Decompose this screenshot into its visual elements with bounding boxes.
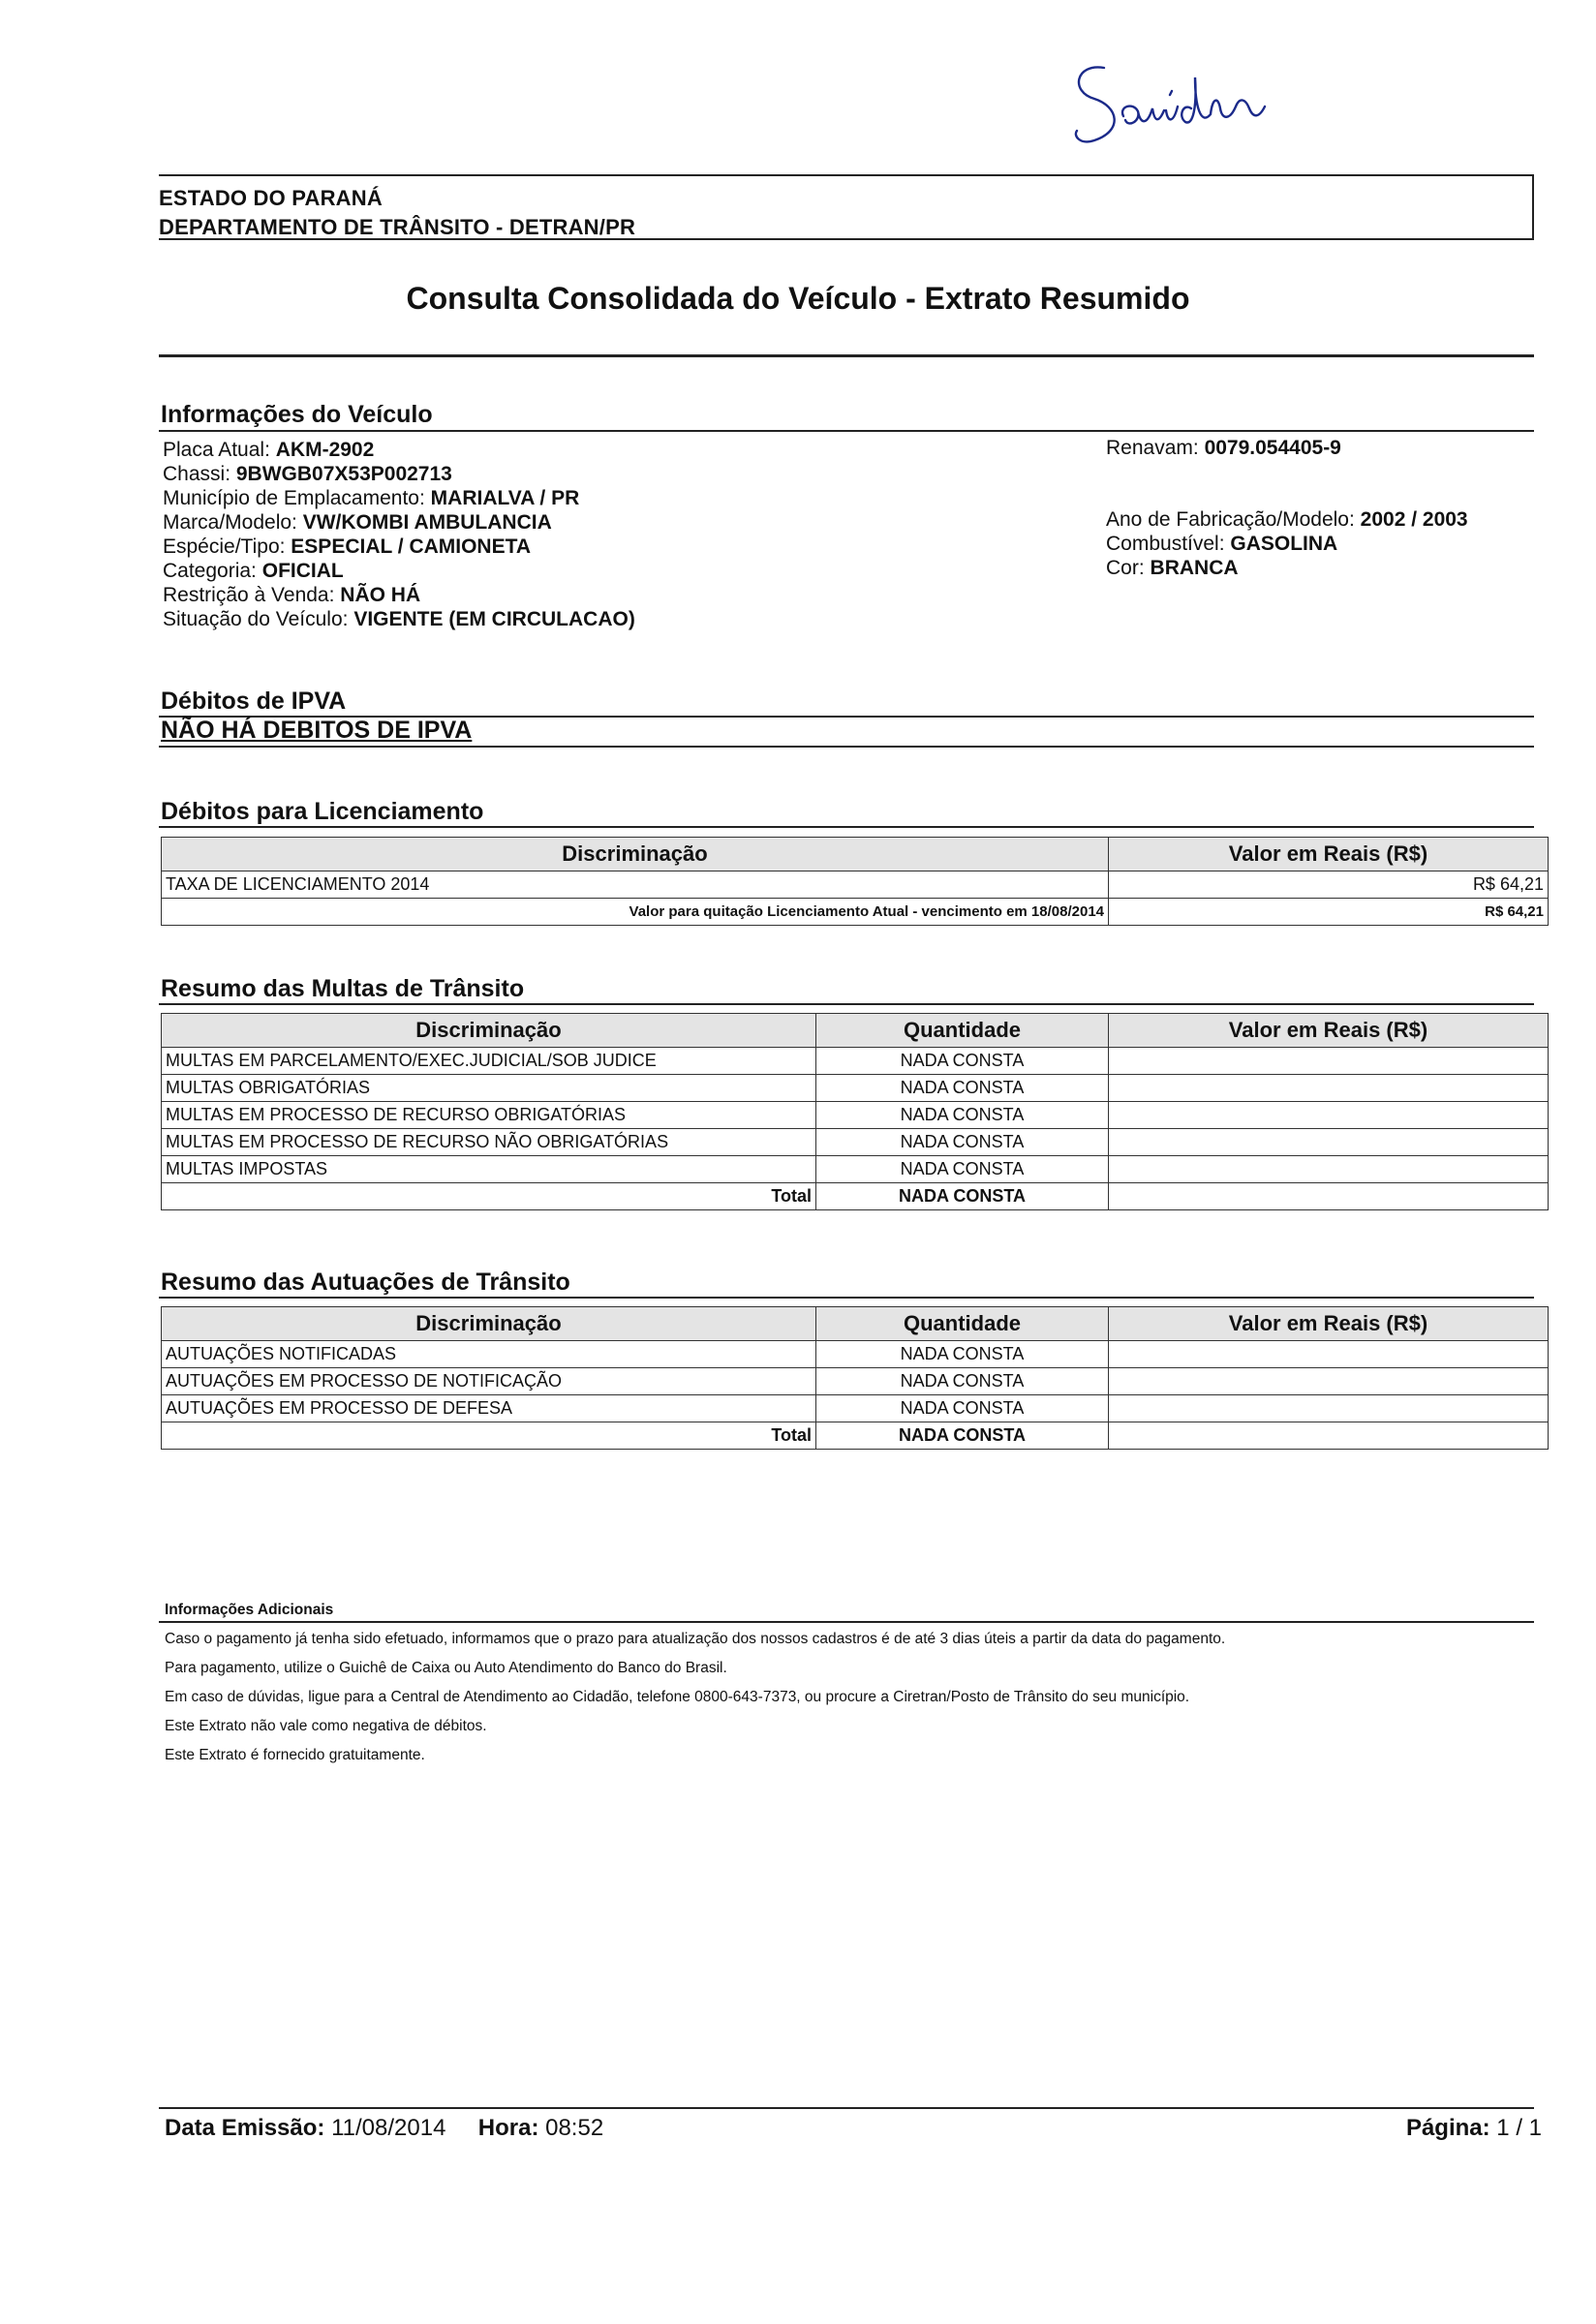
section-title-autuacoes: Resumo das Autuações de Trânsito	[161, 1269, 570, 1296]
table-row	[162, 872, 1549, 899]
emission-time-value: 08:52	[545, 2115, 604, 2141]
footer-page	[1406, 2115, 1542, 2142]
vehicle-info-right	[1106, 507, 1468, 580]
row-qty: NADA CONSTA	[816, 1129, 1109, 1156]
table-header-row	[162, 838, 1549, 872]
multas-table	[161, 1013, 1549, 1210]
total-value	[1109, 1183, 1549, 1210]
row-label: AUTUAÇÕES EM PROCESSO DE NOTIFICAÇÃO	[162, 1368, 816, 1395]
col-valor: Valor em Reais (R$)	[1109, 1307, 1549, 1341]
row-label: AUTUAÇÕES EM PROCESSO DE DEFESA	[162, 1395, 816, 1422]
row-qty: NADA CONSTA	[816, 1341, 1109, 1368]
ipva-status: NÃO HÁ DEBITOS DE IPVA	[161, 717, 473, 744]
table-total-row	[162, 899, 1549, 926]
licenciamento-table	[161, 837, 1549, 926]
vehicle-divider	[159, 430, 1534, 432]
row-label: MULTAS OBRIGATÓRIAS	[162, 1075, 816, 1102]
footer-emission	[165, 2115, 603, 2142]
ipva-divider-bottom	[159, 746, 1534, 748]
row-qty: NADA CONSTA	[816, 1075, 1109, 1102]
vehicle-make-model: Marca/Modelo: VW/KOMBI AMBULANCIA	[163, 511, 552, 534]
row-label: MULTAS IMPOSTAS	[162, 1156, 816, 1183]
vehicle-sale-restriction: Restrição à Venda: NÃO HÁ	[163, 584, 421, 606]
total-label: Total	[162, 1183, 816, 1210]
table-header-row	[162, 1307, 1549, 1341]
total-qty: NADA CONSTA	[816, 1422, 1109, 1450]
col-quantidade: Quantidade	[816, 1014, 1109, 1048]
vehicle-info-left	[163, 438, 635, 631]
table-header-row	[162, 1014, 1549, 1048]
vehicle-year: Ano de Fabricação/Modelo: 2002 / 2003	[1106, 508, 1468, 531]
emission-date-label: Data Emissão:	[165, 2115, 325, 2141]
col-valor: Valor em Reais (R$)	[1109, 838, 1549, 872]
col-quantidade: Quantidade	[816, 1307, 1109, 1341]
header-state: ESTADO DO PARANÁ	[159, 186, 383, 210]
vehicle-species-type: Espécie/Tipo: ESPECIAL / CAMIONETA	[163, 535, 532, 558]
row-value	[1109, 1102, 1549, 1129]
handwritten-signature	[1065, 39, 1298, 155]
vehicle-municipality: Município de Emplacamento: MARIALVA / PR	[163, 487, 580, 509]
row-value	[1109, 1075, 1549, 1102]
additional-line: Caso o pagamento já tenha sido efetuado, informamos que o prazo para atualização dos nossos cadastros é de até 3 dias úteis a partir da data do pagamento.	[165, 1631, 1226, 1647]
vehicle-renavam: Renavam: 0079.054405-9	[1106, 437, 1341, 459]
autuacoes-divider	[159, 1297, 1534, 1299]
row-value	[1109, 1156, 1549, 1183]
title-divider	[159, 354, 1534, 357]
additional-line: Em caso de dúvidas, ligue para a Central de Atendimento ao Cidadão, telefone 0800-643-7373, ou procure a Ciretran/Posto de Trânsito do seu município.	[165, 1689, 1190, 1705]
total-label: Total	[162, 1422, 816, 1450]
row-value	[1109, 1368, 1549, 1395]
page-label: Página:	[1405, 2115, 1490, 2141]
vehicle-situation: Situação do Veículo: VIGENTE (EM CIRCULACAO)	[163, 608, 635, 630]
emission-time-label: Hora:	[477, 2115, 539, 2141]
row-label: MULTAS EM PROCESSO DE RECURSO OBRIGATÓRIAS	[162, 1102, 816, 1129]
table-row	[162, 1341, 1549, 1368]
table-row	[162, 1102, 1549, 1129]
vehicle-plate: Placa Atual: AKM-2902	[163, 439, 375, 461]
autuacoes-table	[161, 1306, 1549, 1450]
vehicle-chassis: Chassi: 9BWGB07X53P002713	[163, 463, 452, 485]
additional-line: Este Extrato é fornecido gratuitamente.	[165, 1747, 425, 1763]
header-department: DEPARTAMENTO DE TRÂNSITO - DETRAN/PR	[159, 215, 636, 239]
row-qty: NADA CONSTA	[816, 1395, 1109, 1422]
section-title-ipva: Débitos de IPVA	[161, 688, 347, 715]
row-value	[1109, 1395, 1549, 1422]
total-label: Valor para quitação Licenciamento Atual - vencimento em 18/08/2014	[162, 899, 1109, 926]
additional-line: Este Extrato não vale como negativa de débitos.	[165, 1718, 487, 1734]
total-qty: NADA CONSTA	[816, 1183, 1109, 1210]
table-row	[162, 1129, 1549, 1156]
section-title-licenciamento: Débitos para Licenciamento	[161, 798, 484, 825]
section-title-vehicle: Informações do Veículo	[161, 401, 433, 428]
row-qty: NADA CONSTA	[816, 1102, 1109, 1129]
additional-divider	[159, 1621, 1534, 1623]
table-total-row	[162, 1183, 1549, 1210]
total-value	[1109, 1422, 1549, 1450]
emission-date-value: 11/08/2014	[331, 2115, 446, 2141]
table-row	[162, 1368, 1549, 1395]
table-row	[162, 1395, 1549, 1422]
row-value	[1109, 1129, 1549, 1156]
vehicle-category: Categoria: OFICIAL	[163, 560, 344, 582]
vehicle-color: Cor: BRANCA	[1106, 557, 1239, 579]
table-row	[162, 1048, 1549, 1075]
multas-divider	[159, 1003, 1534, 1005]
row-qty: NADA CONSTA	[816, 1368, 1109, 1395]
row-label: MULTAS EM PROCESSO DE RECURSO NÃO OBRIGATÓRIAS	[162, 1129, 816, 1156]
page-value: 1 / 1	[1496, 2115, 1542, 2141]
row-value: R$ 64,21	[1109, 872, 1549, 899]
col-discriminacao: Discriminação	[162, 1307, 816, 1341]
document-title: Consulta Consolidada do Veículo - Extrato Resumido	[406, 281, 1190, 316]
row-value	[1109, 1341, 1549, 1368]
section-title-multas: Resumo das Multas de Trânsito	[161, 975, 525, 1002]
col-discriminacao: Discriminação	[162, 838, 1109, 872]
table-row	[162, 1075, 1549, 1102]
row-label: MULTAS EM PARCELAMENTO/EXEC.JUDICIAL/SOB JUDICE	[162, 1048, 816, 1075]
licenciamento-divider	[159, 826, 1534, 828]
row-label: AUTUAÇÕES NOTIFICADAS	[162, 1341, 816, 1368]
footer-divider	[159, 2107, 1534, 2109]
additional-line: Para pagamento, utilize o Guichê de Caixa ou Auto Atendimento do Banco do Brasil.	[165, 1660, 727, 1676]
row-value	[1109, 1048, 1549, 1075]
table-row	[162, 1156, 1549, 1183]
row-qty: NADA CONSTA	[816, 1048, 1109, 1075]
col-valor: Valor em Reais (R$)	[1109, 1014, 1549, 1048]
total-value: R$ 64,21	[1109, 899, 1549, 926]
col-discriminacao: Discriminação	[162, 1014, 816, 1048]
row-label: TAXA DE LICENCIAMENTO 2014	[162, 872, 1109, 899]
table-total-row	[162, 1422, 1549, 1450]
section-title-additional: Informações Adicionais	[165, 1602, 334, 1618]
vehicle-fuel: Combustível: GASOLINA	[1106, 533, 1338, 555]
row-qty: NADA CONSTA	[816, 1156, 1109, 1183]
